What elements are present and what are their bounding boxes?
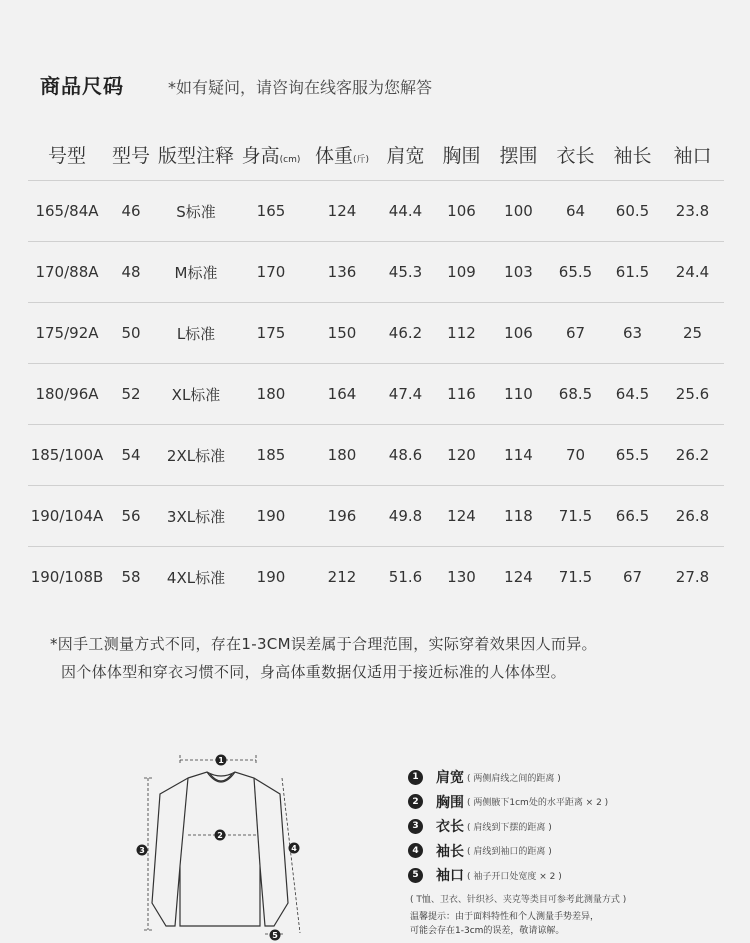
cell-shoulder: 49.8 bbox=[378, 486, 433, 547]
legend-number: 1 bbox=[408, 770, 423, 785]
marker-4-label: 4 bbox=[291, 844, 297, 853]
title-note: *如有疑问，请咨询在线客服为您解答 bbox=[168, 78, 433, 97]
cell-length: 70 bbox=[547, 425, 604, 486]
cell-weight: 196 bbox=[306, 486, 378, 547]
cell-cuff: 27.8 bbox=[675, 568, 710, 586]
cell-height: 170 bbox=[236, 242, 306, 303]
marker-5 bbox=[270, 930, 281, 941]
table-row bbox=[28, 425, 724, 486]
cell-chest: 116 bbox=[433, 364, 490, 425]
cell-size-code: 165/84A bbox=[28, 181, 106, 242]
cell-cuff: 26.8 bbox=[661, 486, 724, 547]
table-row bbox=[28, 364, 724, 425]
cell-model: 58 bbox=[121, 568, 141, 586]
header-height-label: 身高 bbox=[241, 144, 280, 167]
cell-weight: 180 bbox=[306, 425, 378, 486]
cell-sleeve: 63 bbox=[604, 303, 661, 364]
cell-length: 71.5 bbox=[558, 568, 593, 586]
legend-number: 5 bbox=[408, 868, 423, 883]
cell-size-code: 170/88A bbox=[28, 242, 106, 303]
legend-number: 2 bbox=[408, 794, 423, 809]
legend-name: 胸围 bbox=[436, 794, 464, 811]
cell-sleeve: 64.5 bbox=[604, 364, 661, 425]
cell-chest: 124 bbox=[433, 486, 490, 547]
cell-shoulder: 48.6 bbox=[378, 425, 433, 486]
header-size-code: 号型 bbox=[28, 128, 106, 181]
header-height-unit: (cm) bbox=[279, 154, 301, 165]
cell-chest: 130 bbox=[447, 568, 476, 586]
header-chest: 胸围 bbox=[433, 128, 490, 181]
tips-note bbox=[410, 910, 599, 938]
cell-length: 68.5 bbox=[547, 364, 604, 425]
cell-shoulder: 47.4 bbox=[378, 364, 433, 425]
table-row bbox=[28, 181, 724, 242]
marker-2 bbox=[215, 830, 226, 841]
legend-item-sleeve bbox=[408, 839, 626, 864]
legend-item-shoulder bbox=[408, 765, 626, 790]
cell-sleeve: 67 bbox=[622, 568, 643, 586]
marker-3 bbox=[137, 845, 148, 856]
legend-desc: ( 肩线到袖口的距离 ) bbox=[467, 847, 552, 858]
cell-shoulder: 46.2 bbox=[378, 303, 433, 364]
cell-cuff: 24.4 bbox=[661, 242, 724, 303]
cell-size-code: 185/100A bbox=[28, 425, 106, 486]
cell-size-code: 175/92A bbox=[28, 303, 106, 364]
legend-item-chest bbox=[408, 790, 626, 815]
cell-model: 56 bbox=[106, 486, 156, 547]
cell-model: 52 bbox=[106, 364, 156, 425]
legend-desc: ( 袖子开口处宽度 × 2 ) bbox=[467, 871, 562, 882]
cell-model: 48 bbox=[106, 242, 156, 303]
cell-length: 67 bbox=[547, 303, 604, 364]
cell-height: 175 bbox=[236, 303, 306, 364]
cell-chest: 112 bbox=[433, 303, 490, 364]
cell-model: 50 bbox=[106, 303, 156, 364]
cell-sleeve: 61.5 bbox=[604, 242, 661, 303]
cell-sleeve: 66.5 bbox=[604, 486, 661, 547]
size-table bbox=[28, 128, 724, 607]
cell-weight: 124 bbox=[306, 181, 378, 242]
legend-desc: ( 两侧肩线之间的距离 ) bbox=[467, 773, 561, 784]
header-cuff: 袖口 bbox=[661, 128, 724, 181]
cell-size-code: 190/104A bbox=[28, 486, 106, 547]
note-line-2: 因个体体型和穿衣习惯不同，身高体重数据仅适用于接近标准的人体体型。 bbox=[61, 663, 566, 681]
header-sleeve: 袖长 bbox=[604, 128, 661, 181]
header-model: 型号 bbox=[106, 128, 156, 181]
cell-fit-note: XL标准 bbox=[156, 364, 236, 425]
legend-item-cuff bbox=[408, 863, 626, 888]
cell-fit-note: 4XL标准 bbox=[166, 568, 226, 587]
cell-cuff: 25.6 bbox=[661, 364, 724, 425]
legend-item-length bbox=[408, 814, 626, 839]
measurement-legend bbox=[408, 765, 626, 905]
table-row bbox=[28, 242, 724, 303]
tips-line-1: 温馨提示：由于面料特性和个人测量手势差异， bbox=[410, 912, 600, 922]
cell-height: 185 bbox=[236, 425, 306, 486]
cell-fit-note: L标准 bbox=[156, 303, 236, 364]
header-fit-note: 版型注释 bbox=[156, 128, 236, 181]
legend-name: 袖长 bbox=[436, 843, 464, 860]
cell-weight: 150 bbox=[306, 303, 378, 364]
table-row bbox=[28, 547, 724, 608]
measurement-diagram bbox=[130, 748, 320, 943]
header-height bbox=[236, 128, 306, 181]
cell-hem: 110 bbox=[490, 364, 547, 425]
note-line-1: *因手工测量方式不同，存在1-3CM误差属于合理范围，实际穿着效果因人而异。 bbox=[50, 635, 597, 653]
cell-weight: 136 bbox=[306, 242, 378, 303]
marker-3-label: 3 bbox=[139, 846, 145, 855]
cell-length: 71.5 bbox=[547, 486, 604, 547]
cell-size-code: 190/108B bbox=[30, 568, 104, 586]
cell-height: 180 bbox=[236, 364, 306, 425]
cell-fit-note: S标准 bbox=[156, 181, 236, 242]
cell-cuff: 23.8 bbox=[661, 181, 724, 242]
cell-hem: 106 bbox=[490, 303, 547, 364]
cell-fit-note: M标准 bbox=[156, 242, 236, 303]
cell-hem: 100 bbox=[490, 181, 547, 242]
cell-height: 190 bbox=[256, 568, 286, 586]
sweater-outline bbox=[152, 772, 288, 926]
cell-hem: 118 bbox=[490, 486, 547, 547]
marker-1-label: 1 bbox=[218, 756, 224, 765]
header-weight bbox=[306, 128, 378, 181]
table-row bbox=[28, 303, 724, 364]
cell-fit-note: 2XL标准 bbox=[156, 425, 236, 486]
header-weight-label: 体重 bbox=[314, 144, 353, 167]
cell-weight: 164 bbox=[306, 364, 378, 425]
cell-hem: 124 bbox=[504, 568, 533, 586]
legend-desc: ( 肩线到下摆的距离 ) bbox=[467, 822, 552, 833]
table-body bbox=[28, 181, 724, 608]
marker-1 bbox=[216, 755, 227, 766]
cell-shoulder: 45.3 bbox=[378, 242, 433, 303]
cell-height: 190 bbox=[236, 486, 306, 547]
cell-size-code: 180/96A bbox=[28, 364, 106, 425]
legend-desc: ( 两侧腋下1cm处的水平距离 × 2 ) bbox=[467, 798, 609, 809]
cell-hem: 103 bbox=[490, 242, 547, 303]
cell-cuff: 25 bbox=[661, 303, 724, 364]
cell-shoulder: 44.4 bbox=[378, 181, 433, 242]
cell-hem: 114 bbox=[490, 425, 547, 486]
legend-name: 肩宽 bbox=[436, 770, 464, 787]
cell-model: 54 bbox=[106, 425, 156, 486]
header-length: 衣长 bbox=[547, 128, 604, 181]
legend-number: 3 bbox=[408, 819, 423, 834]
cell-weight: 212 bbox=[327, 568, 357, 586]
cell-shoulder: 51.6 bbox=[388, 568, 423, 586]
cell-height: 165 bbox=[236, 181, 306, 242]
legend-name: 衣长 bbox=[436, 819, 464, 836]
table-row bbox=[28, 486, 724, 547]
cell-cuff: 26.2 bbox=[661, 425, 724, 486]
cell-length: 65.5 bbox=[547, 242, 604, 303]
legend-extra-note: ( T恤、卫衣、针织衫、夹克等类目可参考此测量方式 ) bbox=[410, 894, 627, 905]
marker-4 bbox=[289, 843, 300, 854]
cell-chest: 106 bbox=[433, 181, 490, 242]
marker-5-label: 5 bbox=[272, 931, 278, 940]
marker-2-label: 2 bbox=[217, 831, 223, 840]
cell-sleeve: 60.5 bbox=[604, 181, 661, 242]
page-title: 商品尺码 bbox=[40, 74, 124, 98]
legend-number: 4 bbox=[408, 843, 423, 858]
table-header-row bbox=[28, 128, 724, 181]
tips-line-2: 可能会存在1-3cm的误差，敬请谅解。 bbox=[410, 926, 565, 936]
header-weight-unit: (斤) bbox=[352, 154, 370, 165]
cell-chest: 120 bbox=[433, 425, 490, 486]
cell-chest: 109 bbox=[433, 242, 490, 303]
cell-model: 46 bbox=[106, 181, 156, 242]
cell-length: 64 bbox=[547, 181, 604, 242]
header-shoulder: 肩宽 bbox=[378, 128, 433, 181]
cell-sleeve: 65.5 bbox=[604, 425, 661, 486]
legend-name: 袖口 bbox=[436, 868, 464, 885]
cell-fit-note: 3XL标准 bbox=[156, 486, 236, 547]
header-hem: 摆围 bbox=[490, 128, 547, 181]
